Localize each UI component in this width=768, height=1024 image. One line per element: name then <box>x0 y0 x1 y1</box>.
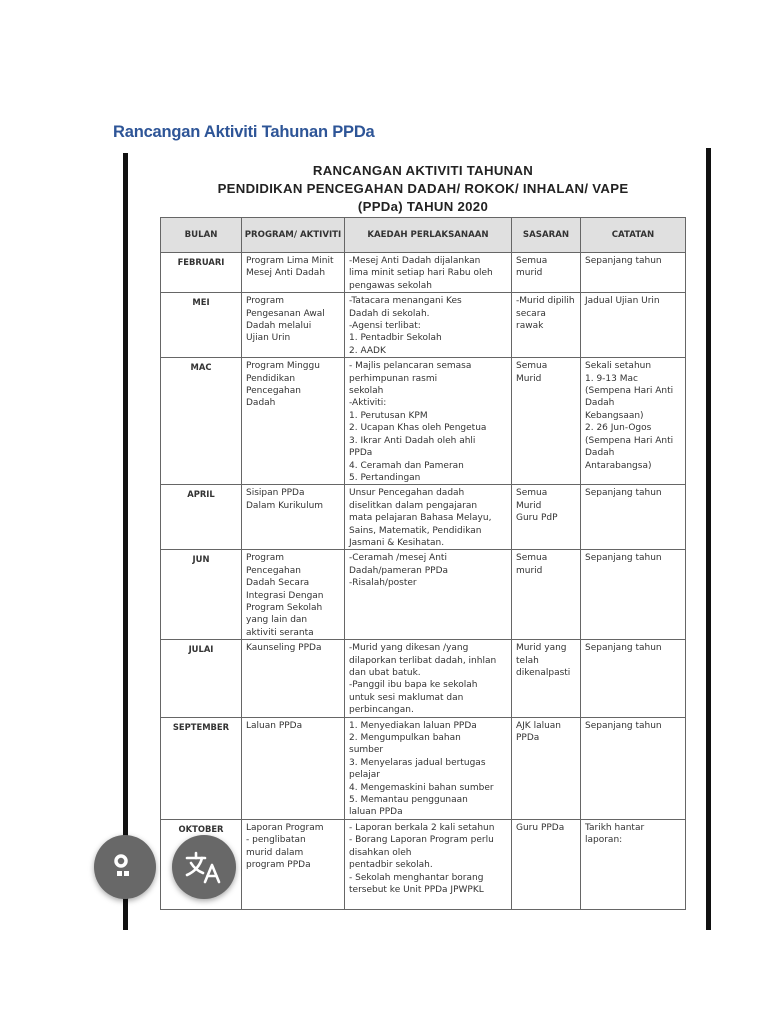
cell-line: Program Minggu <box>246 361 320 372</box>
cell-line: Integrasi Dengan <box>246 590 324 601</box>
translate-button[interactable] <box>172 835 236 899</box>
program-cell <box>242 485 345 550</box>
cell-line: sumber <box>349 745 384 756</box>
cell-line: dikenalpasti <box>516 668 571 678</box>
program-cell <box>242 253 345 293</box>
cell-line: -Mesej Anti Dadah dijalankan <box>349 256 481 266</box>
column-header-notes: CATATAN <box>581 218 686 253</box>
cell-line: - Sekolah menghantar borang <box>349 872 484 883</box>
cell-line: -Risalah/poster <box>349 578 417 589</box>
column-header-program: PROGRAM/ AKTIVITI <box>242 218 345 253</box>
table-row <box>161 550 686 640</box>
cell-line: Jadual Ujian Urin <box>585 296 660 307</box>
target-cell <box>512 717 581 819</box>
cell-line: - Borang Laporan Program perlu <box>349 835 494 846</box>
cell-line: laluan PPDa <box>349 807 403 818</box>
target-cell <box>512 293 581 358</box>
cell-line: disahkan oleh <box>349 847 412 858</box>
cell-line: Kaunseling PPDa <box>246 643 322 654</box>
method-cell <box>345 253 512 293</box>
cell-line: mata pelajaran Bahasa Melayu, <box>349 513 492 524</box>
cell-line: Dadah melalui <box>246 321 312 332</box>
cell-line: Unsur Pencegahan dadah <box>349 488 465 499</box>
page-heading: Rancangan Aktiviti Tahunan PPDa <box>113 123 375 141</box>
month-cell: OKTOBER <box>161 819 242 909</box>
cell-line: Dadah/pameran PPDa <box>349 565 449 576</box>
activity-plan-table <box>160 217 686 910</box>
cell-line: Semua <box>516 488 548 499</box>
cell-line: yang lain dan <box>246 615 308 626</box>
month-cell: FEBRUARI <box>161 253 242 293</box>
program-cell <box>242 819 345 909</box>
table-row <box>161 293 686 358</box>
cell-line: Guru PPDa <box>516 822 565 833</box>
cell-line: Dadah <box>246 398 276 409</box>
document-title <box>163 162 683 216</box>
cell-line: AJK laluan <box>516 720 562 731</box>
cell-line: Laluan PPDa <box>246 720 303 731</box>
cell-line: -Aktiviti: <box>349 398 387 409</box>
table-row <box>161 253 686 293</box>
cell-line: tersebut ke Unit PPDa JPWPKL <box>349 884 484 895</box>
cell-line: laporan: <box>585 835 623 846</box>
cell-line: 1. Perutusan KPM <box>349 410 428 421</box>
program-cell <box>242 640 345 717</box>
month-cell: APRIL <box>161 485 242 550</box>
cell-line: lima minit setiap hari Rabu oleh <box>349 268 493 279</box>
cell-line: -Agensi terlibat: <box>349 321 421 332</box>
cell-line: Dadah Secara <box>246 578 310 589</box>
cell-line: aktiviti seranta <box>246 627 314 638</box>
cell-line: Semua <box>516 361 548 372</box>
cell-line: untuk sesi maklumat dan <box>349 692 464 703</box>
month-cell: JUN <box>161 550 242 640</box>
cell-line: diselitkan dalam pengajaran <box>349 500 478 511</box>
table-header-row <box>161 218 686 253</box>
cell-line: Semua <box>516 256 548 266</box>
cell-line: 1. Menyediakan laluan PPDa <box>349 720 477 731</box>
cell-line: 1. 9-13 Mac <box>585 373 638 384</box>
cell-line: Program <box>246 296 284 307</box>
cell-line: 3. Menyelaras jadual bertugas <box>349 757 486 768</box>
cell-line: -Murid dipilih <box>516 296 575 307</box>
cell-line: Tarikh hantar <box>585 822 645 833</box>
cell-line: - Majlis pelancaran semasa <box>349 361 472 372</box>
cell-line: 1. Pentadbir Sekolah <box>349 333 442 344</box>
cell-line: 2. AADK <box>349 345 386 356</box>
cell-line: 5. Memantau penggunaan <box>349 795 468 806</box>
cell-line: Guru PdP <box>516 513 558 524</box>
cell-line: murid dalam <box>246 847 304 858</box>
method-cell <box>345 717 512 819</box>
notes-cell <box>581 358 686 485</box>
document-image <box>123 148 711 930</box>
cell-line: Kebangsaan) <box>585 410 644 421</box>
cell-line: Semua <box>516 553 548 564</box>
cell-line: Sepanjang tahun <box>585 256 662 266</box>
cell-line: 2. 26 Jun-Ogos <box>585 423 652 434</box>
program-cell <box>242 717 345 819</box>
program-cell <box>242 550 345 640</box>
cell-line: Sepanjang tahun <box>585 643 662 654</box>
cell-line: murid <box>516 268 543 279</box>
table-row <box>161 485 686 550</box>
cell-line: Program Lima Minit <box>246 256 334 266</box>
cell-line: Pendidikan <box>246 373 296 384</box>
month-cell: SEPTEMBER <box>161 717 242 819</box>
month-cell: JULAI <box>161 640 242 717</box>
cell-line: Jasmani & Kesihatan. <box>349 537 445 548</box>
cell-line: Pencegahan <box>246 565 301 576</box>
cell-line: dilaporkan terlibat dadah, inhlan <box>349 655 497 666</box>
cell-line: Dadah <box>585 448 615 459</box>
cell-line: Laporan Program <box>246 822 324 833</box>
cell-line: Pengesanan Awal <box>246 308 325 319</box>
table-row <box>161 358 686 485</box>
cell-line: Sisipan PPDa <box>246 488 305 499</box>
cell-line: Ujian Urin <box>246 333 291 344</box>
target-cell <box>512 358 581 485</box>
method-cell <box>345 485 512 550</box>
method-cell <box>345 550 512 640</box>
cell-line: -Ceramah /mesej Anti <box>349 553 447 564</box>
notes-cell <box>581 550 686 640</box>
cell-line: Pencegahan <box>246 386 301 397</box>
month-cell: MEI <box>161 293 242 358</box>
cell-line: pengawas sekolah <box>349 280 432 291</box>
cell-line: 3. Ikrar Anti Dadah oleh ahli <box>349 435 476 446</box>
document-title-line: RANCANGAN AKTIVITI TAHUNAN <box>312 163 534 178</box>
notes-cell <box>581 717 686 819</box>
month-cell: MAC <box>161 358 242 485</box>
cell-line: (Sempena Hari Anti <box>585 386 674 397</box>
cell-line: sekolah <box>349 386 384 397</box>
cell-line: -Panggil ibu bapa ke sekolah <box>349 680 478 691</box>
cell-line: PPDa <box>516 733 540 744</box>
cell-line: program PPDa <box>246 860 311 871</box>
cell-line: telah <box>516 655 539 666</box>
cell-line: Sepanjang tahun <box>585 553 662 564</box>
cell-line: 5. Pertandingan <box>349 472 421 483</box>
cell-line: Dalam Kurikulum <box>246 500 324 511</box>
cell-line: 2. Mengumpulkan bahan <box>349 733 461 744</box>
method-cell <box>345 293 512 358</box>
cell-line: -Murid yang dikesan /yang <box>349 643 469 654</box>
cell-line: Sekali setahun <box>585 361 652 372</box>
cell-line: 4. Ceramah dan Pameran <box>349 460 464 471</box>
program-cell <box>242 293 345 358</box>
cell-line: Dadah di sekolah. <box>349 308 430 319</box>
column-header-method: KAEDAH PERLAKSANAAN <box>345 218 512 253</box>
cell-line: Program <box>246 553 284 564</box>
cell-line: Murid yang <box>516 643 567 654</box>
cell-line: (Sempena Hari Anti <box>585 435 674 446</box>
notes-cell <box>581 485 686 550</box>
method-cell <box>345 640 512 717</box>
document-title-line: PENDIDIKAN PENCEGAHAN DADAH/ ROKOK/ INHALAN/ VAPE <box>217 181 629 196</box>
cell-line: pelajar <box>349 770 380 781</box>
document-title-line: (PPDa) TAHUN 2020 <box>357 199 489 214</box>
cell-line: 4. Mengemaskini bahan sumber <box>349 782 494 793</box>
cell-line: 2. Ucapan Khas oleh Pengetua <box>349 423 487 434</box>
target-cell <box>512 253 581 293</box>
cell-line: Mesej Anti Dadah <box>246 268 326 279</box>
cell-line: perhimpunan rasmi <box>349 373 438 384</box>
cell-line: -Tatacara menangani Kes <box>349 296 462 307</box>
method-cell <box>345 819 512 909</box>
cell-line: Sepanjang tahun <box>585 488 662 499</box>
notes-cell <box>581 640 686 717</box>
table-row <box>161 717 686 819</box>
cell-line: murid <box>516 565 543 576</box>
target-cell <box>512 485 581 550</box>
table-row <box>161 640 686 717</box>
cell-line: perbincangan. <box>349 705 414 716</box>
cell-line: secara <box>516 308 546 319</box>
cell-line: - Laporan berkala 2 kali setahun <box>349 822 495 833</box>
target-cell <box>512 640 581 717</box>
table-body <box>161 253 686 910</box>
lens-button[interactable] <box>94 835 156 899</box>
cell-line: Sepanjang tahun <box>585 720 662 731</box>
cell-line: pentadbir sekolah. <box>349 860 433 871</box>
cell-line: Murid <box>516 373 542 384</box>
target-cell <box>512 550 581 640</box>
translate-icon <box>172 835 236 899</box>
program-cell <box>242 358 345 485</box>
cell-line: Program Sekolah <box>246 602 323 613</box>
frame-border-left <box>123 153 128 930</box>
cell-line: rawak <box>516 321 544 332</box>
notes-cell <box>581 819 686 909</box>
cell-line: Sains, Matematik, Pendidikan <box>349 525 482 536</box>
cell-line: Murid <box>516 500 542 511</box>
table-row <box>161 819 686 909</box>
lens-icon <box>94 835 156 899</box>
notes-cell <box>581 293 686 358</box>
target-cell <box>512 819 581 909</box>
cell-line: Dadah <box>585 398 615 409</box>
cell-line: PPDa <box>349 448 373 459</box>
column-header-target: SASARAN <box>512 218 581 253</box>
cell-line: Antarabangsa) <box>585 460 652 471</box>
cell-line: dan ubat batuk. <box>349 668 421 678</box>
cell-line: - penglibatan <box>246 835 306 846</box>
method-cell <box>345 358 512 485</box>
notes-cell <box>581 253 686 293</box>
frame-border-right <box>706 148 711 930</box>
column-header-month: BULAN <box>161 218 242 253</box>
